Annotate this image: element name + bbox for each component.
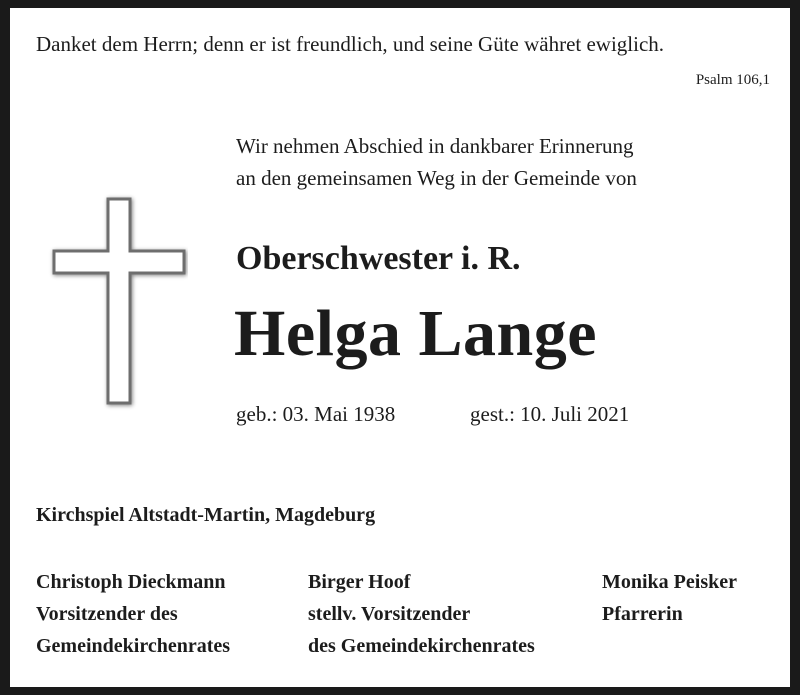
birth-date: geb.: 03. Mai 1938 bbox=[236, 402, 396, 426]
parish-name: Kirchspiel Altstadt-Martin, Magdeburg bbox=[36, 504, 376, 526]
signatory-role: Vorsitzender des bbox=[36, 603, 178, 625]
psalm-reference: Psalm 106,1 bbox=[695, 72, 770, 88]
signatory-name: Monika Peisker bbox=[602, 571, 737, 593]
signatory-role: Gemeindekirchenrates bbox=[36, 635, 231, 657]
signatory-role: stellv. Vorsitzender bbox=[308, 603, 471, 625]
signatory bbox=[602, 566, 737, 630]
intro-line: Wir nehmen Abschied in dankbarer Erinnerung bbox=[236, 134, 634, 158]
obituary-notice bbox=[10, 8, 790, 687]
intro-line: an den gemeinsamen Weg in der Gemeinde von bbox=[236, 166, 637, 190]
signatory bbox=[308, 566, 535, 662]
signatory-name: Birger Hoof bbox=[308, 571, 411, 593]
bible-verse: Danket dem Herrn; denn er ist freundlich, und seine Güte währet ewiglich. bbox=[36, 32, 665, 56]
death-date: gest.: 10. Juli 2021 bbox=[470, 402, 630, 426]
cross-icon bbox=[48, 191, 188, 411]
signatory-role: des Gemeindekirchenrates bbox=[308, 635, 535, 657]
signatory bbox=[36, 566, 230, 662]
intro-text bbox=[236, 130, 637, 194]
signatory-role: Pfarrerin bbox=[602, 603, 683, 625]
deceased-title: Oberschwester i. R. bbox=[236, 240, 521, 277]
signatory-name: Christoph Dieckmann bbox=[36, 571, 226, 593]
deceased-name: Helga Lange bbox=[234, 297, 597, 370]
